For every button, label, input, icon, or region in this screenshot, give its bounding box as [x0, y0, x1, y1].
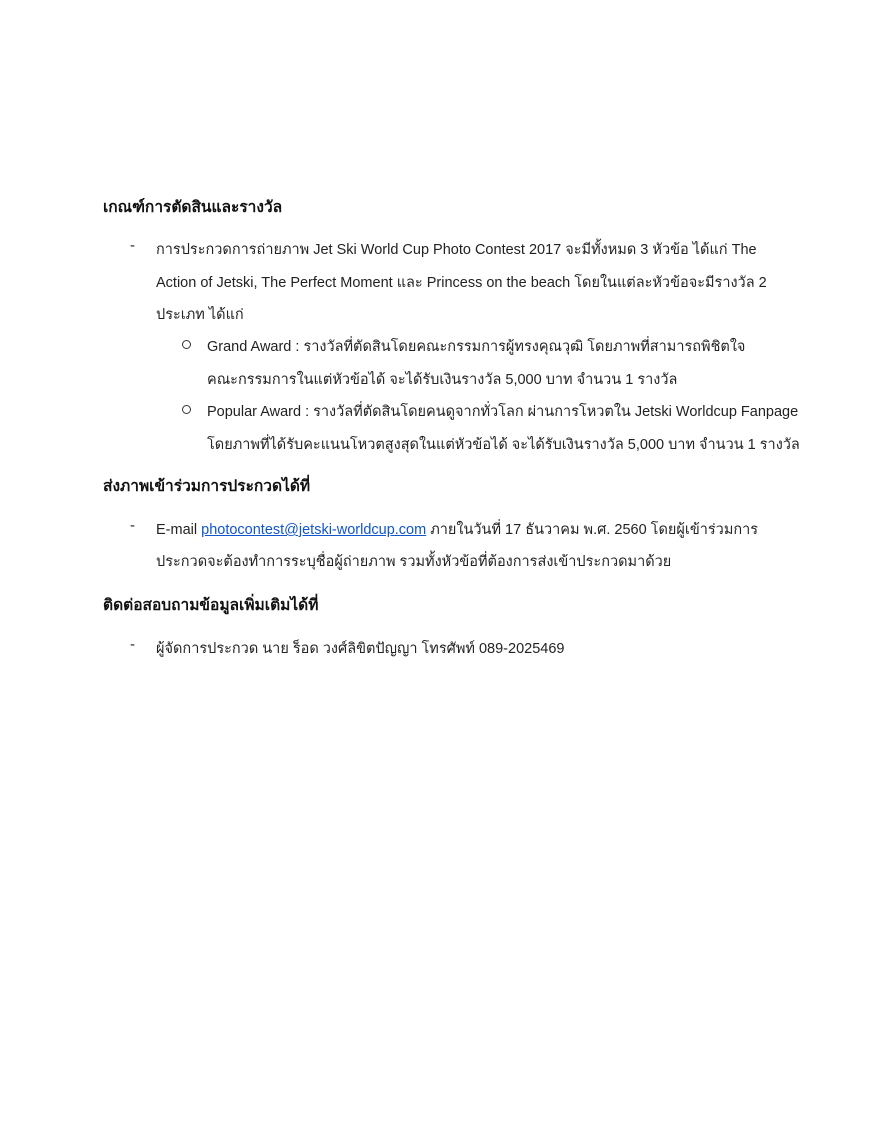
grand-award-line: คณะกรรมการในแต่หัวข้อได้ จะได้รับเงินรางวัล 5,000 บาท จำนวน 1 รางวัล [207, 372, 678, 388]
email-link[interactable]: photocontest@jetski-worldcup.com [201, 522, 427, 538]
email-suffix: ภายในวันที่ 17 ธันวาคม พ.ศ. 2560 โดยผู้เข้าร่วมการ [426, 522, 759, 538]
bullet-text-line: ประเภท ได้แก่ [156, 307, 244, 323]
email-line [156, 518, 758, 541]
grand-award-line: Grand Award : รางวัลที่ตัดสินโดยคณะกรรมการผู้ทรงคุณวุฒิ โดยภาพที่สามารถพิชิตใจ [207, 339, 746, 355]
popular-award-line: โดยภาพที่ได้รับคะแนนโหวตสูงสุดในแต่หัวข้อได้ จะได้รับเงินรางวัล 5,000 บาท จำนวน 1 รางวัล [207, 437, 800, 453]
section-heading-judging-awards: เกณฑ์การตัดสินและรางวัล [103, 199, 283, 216]
bullet-text-line: Action of Jetski, The Perfect Moment และ Princess on the beach โดยในแต่ละหัวข้อจะมีรางวัล 2 [156, 275, 767, 291]
submission-line: ประกวดจะต้องทำการระบุชื่อผู้ถ่ายภาพ รวมทั้งหัวข้อที่ต้องการส่งเข้าประกวดมาด้วย [156, 554, 672, 570]
bullet-text-line: การประกวดการถ่ายภาพ Jet Ski World Cup Photo Contest 2017 จะมีทั้งหมด 3 หัวข้อ ได้แก่ The [156, 242, 757, 258]
section-heading-contact: ติดต่อสอบถามข้อมูลเพิ่มเติมได้ที่ [103, 597, 319, 614]
section-heading-submission: ส่งภาพเข้าร่วมการประกวดได้ที่ [103, 478, 311, 495]
contact-line: ผู้จัดการประกวด นาย ร็อด วงศ์ลิขิตปัญญา โทรศัพท์ 089-2025469 [156, 641, 565, 657]
popular-award-line: Popular Award : รางวัลที่ตัดสินโดยคนดูจากทั่วโลก ผ่านการโหวตใน Jetski Worldcup Fanpage [207, 404, 799, 420]
circle-bullet-icon [182, 405, 191, 414]
bullet-dash: - [130, 636, 135, 653]
email-prefix: E-mail [156, 522, 202, 538]
circle-bullet-icon [182, 340, 191, 349]
bullet-dash: - [130, 237, 135, 254]
bullet-dash: - [130, 517, 135, 534]
